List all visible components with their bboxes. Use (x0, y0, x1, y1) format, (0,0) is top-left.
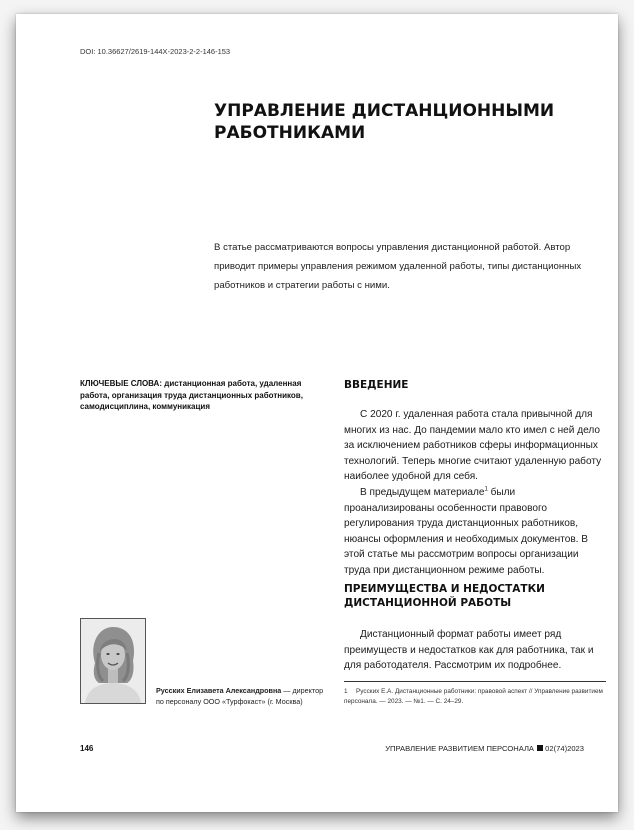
keywords-text: дистанционная работа, удаленная работа, организация труда дистанционных работников, самодисциплина, коммуникация (80, 379, 303, 411)
footnote-reference[interactable]: 1 (484, 486, 488, 493)
paragraph: С 2020 г. удаленная работа стала привычной для многих из нас. До пандемии мало кто имел с ней дело за исключением работников сферы информационных технологий. Теперь многие считают удаленную работу наиболее удобной для себя. (344, 409, 602, 483)
article-title (214, 100, 574, 144)
running-footer (385, 744, 584, 753)
title-line-1: УПРАВЛЕНИЕ ДИСТАНЦИОННЫМИ (214, 101, 555, 121)
journal-page (16, 14, 618, 812)
paragraph: Дистанционный формат работы имеет ряд преимуществ и недостатков как для работника, так и для работодателя. Рассмотрим их подробнее. (344, 629, 594, 672)
author-description: — директор по персоналу ООО «Турфокаст» (г. Москва) (156, 686, 324, 706)
advantages-text (344, 627, 606, 674)
keywords-block (80, 378, 322, 413)
journal-name: УПРАВЛЕНИЕ РАЗВИТИЕМ ПЕРСОНАЛА (385, 744, 535, 753)
author-info (156, 685, 328, 707)
paragraph-text: В предыдущем материале (360, 486, 485, 498)
footnote-text: Русских Е.А. Дистанционные работники: правовой аспект // Управление развитием персонала. — 2023. — №1. — С. 24–29. (344, 688, 603, 705)
paragraph (344, 485, 606, 579)
section-heading-advantages (344, 582, 604, 610)
footnote (344, 687, 606, 707)
footnote-divider (344, 681, 606, 682)
title-line-2: РАБОТНИКАМИ (214, 123, 366, 143)
keywords-label: КЛЮЧЕВЫЕ СЛОВА: (80, 379, 162, 388)
abstract: В статье рассматриваются вопросы управления дистанционной работой. Автор приводит примеры управления режимом удаленной работы, типы дистанционных работников и стратегии работы с ними. (214, 242, 582, 291)
heading-line-2: ДИСТАНЦИОННОЙ РАБОТЫ (344, 597, 512, 609)
doi-line: DOI: 10.36627/2619-144X-2023-2-2-146-153 (80, 47, 231, 56)
author-name: Русских Елизавета Александровна (156, 686, 282, 695)
issue-number: 02(74)2023 (545, 744, 584, 753)
introduction-text (344, 407, 606, 579)
square-separator-icon (537, 745, 543, 751)
section-heading-introduction: ВВЕДЕНИЕ (344, 379, 409, 391)
heading-line-1: ПРЕИМУЩЕСТВА И НЕДОСТАТКИ (344, 583, 545, 595)
author-photo (80, 618, 146, 704)
paragraph-text: были проанализированы особенности правового регулирования труда дистанционных работников, нюансы оформления и необходимых документов. В этой статье мы рассмотрим вопросы организации труда при дистанционном режиме работы. (344, 486, 589, 576)
page-number: 146 (80, 744, 94, 753)
author-portrait-image (81, 619, 145, 703)
footnote-number: 1 (344, 688, 348, 695)
